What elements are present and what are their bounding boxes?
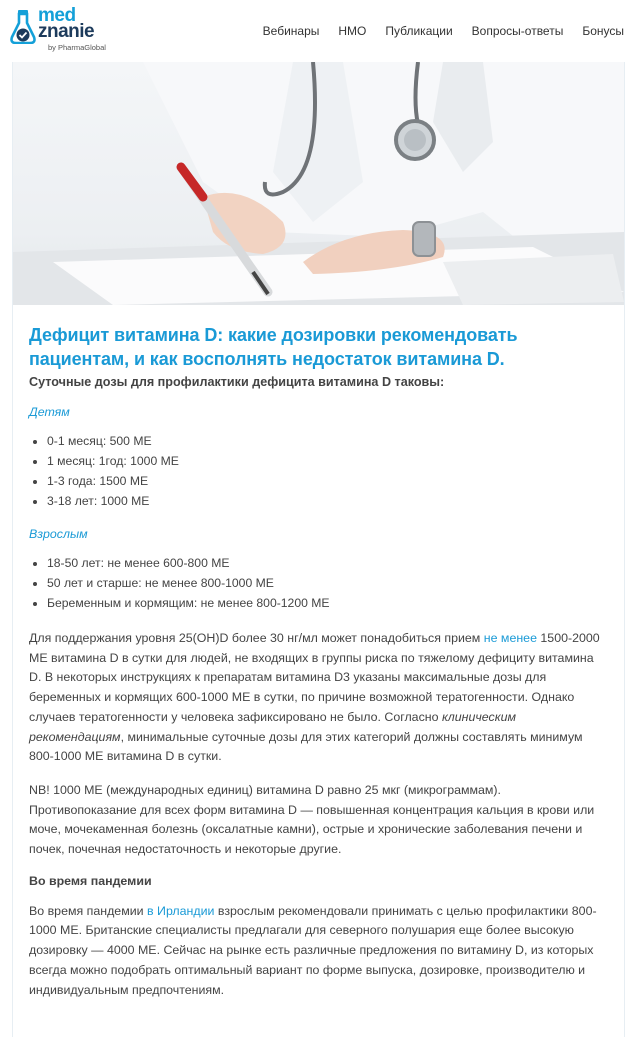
logo-byline: by PharmaGlobal	[48, 43, 106, 52]
main-nav	[263, 24, 640, 38]
paragraph-nb: NB! 1000 МЕ (международных единиц) витамина D равно 25 мкг (микрограммам). Противопоказание для всех форм витамина D — повышенная концентрация кальция в крови или моче, мочекаменная болезнь (оксалатные камни), острые и хронические заболевания печени и почек, почечная недостаточность и некоторые другие.	[29, 782, 595, 857]
site-logo[interactable]	[10, 6, 120, 56]
article-title: Дефицит витамина D: какие дозировки рекомендовать пациентам, и как восполнять недостаток витамина D.	[29, 325, 518, 369]
p1-text-a: Для поддержания уровня 25(OH)D более 30 нг/мл может понадобиться прием	[29, 631, 484, 645]
ireland-link[interactable]: в Ирландии	[147, 903, 215, 918]
list-item: • 18-50 лет: не менее 600-800 МЕ	[47, 553, 608, 573]
nav-nmo[interactable]: НМО	[338, 24, 367, 38]
not-less-link[interactable]: не менее	[483, 631, 537, 645]
nav-webinars[interactable]: Вебинары	[262, 24, 320, 38]
paragraph-pandemic	[29, 902, 608, 1001]
doctor-writing-photo	[13, 62, 624, 305]
children-heading: Детям	[29, 405, 70, 419]
adults-heading: Взрослым	[29, 527, 88, 541]
p1-text-b: 1500-2000 МЕ витамина D в сутки для людей, не входящих в группы риска по тяжелому дефициту витамина D. В некоторых инструкциях к препаратам витамина D3 указаны максимальные дозы для беременных и кормящих 600-1000 МЕ в сутки, по причине возможной тератогенности. Однако случаев тератогенности у человека зафиксировано не было. Согласно	[29, 631, 600, 724]
adults-doses-list	[29, 553, 608, 613]
pandemic-heading: Во время пандемии	[29, 873, 152, 888]
doses-lead: Суточные дозы для профилактики дефицита витамина D таковы:	[29, 375, 445, 389]
nav-bonuses[interactable]: Бонусы	[582, 24, 624, 38]
nav-publications[interactable]: Публикации	[385, 24, 453, 38]
p1-text-c: , минимальные суточные дозы для этих категорий должны составлять минимум 800-1000 МЕ витамина D в сутки.	[29, 729, 583, 764]
hero-image	[13, 62, 624, 305]
list-item: • 0-1 месяц: 500 МЕ	[47, 431, 608, 451]
p3-text-b: взрослым рекомендовали принимать с целью профилактики 800-1000 МЕ. Британские специалисты предлагали для северного полушария еще более высокую дозировку — 4000 МЕ. Сейчас на рынке есть различные предложения по витамину D, из которых всегда можно подобрать оптимальный вариант по форме выпуска, дозировке, производителю и индивидуальным предпочтениям.	[29, 903, 597, 997]
list-item: • 1 месяц: 1год: 1000 МЕ	[47, 451, 608, 471]
list-item: • 1-3 года: 1500 МЕ	[47, 471, 608, 491]
list-item: • Беременным и кормящим: не менее 800-1200 МЕ	[47, 593, 608, 613]
site-header	[0, 0, 640, 62]
list-item: • 50 лет и старше: не менее 800-1000 МЕ	[47, 573, 608, 593]
clinical-recommendations-text: клиническим рекомендациям	[29, 709, 516, 744]
p3-text-a: Во время пандемии	[29, 903, 148, 918]
logo-text-bottom: znanie	[38, 21, 95, 42]
list-item: • 3-18 лет: 1000 МЕ	[47, 491, 608, 511]
flask-icon	[10, 10, 36, 44]
article-container	[12, 62, 625, 1037]
children-doses-list	[29, 431, 608, 511]
nav-qa[interactable]: Вопросы-ответы	[471, 24, 564, 38]
paragraph-maintenance	[29, 629, 608, 767]
article-body	[13, 323, 624, 1000]
logo-text-top: med	[38, 5, 76, 26]
